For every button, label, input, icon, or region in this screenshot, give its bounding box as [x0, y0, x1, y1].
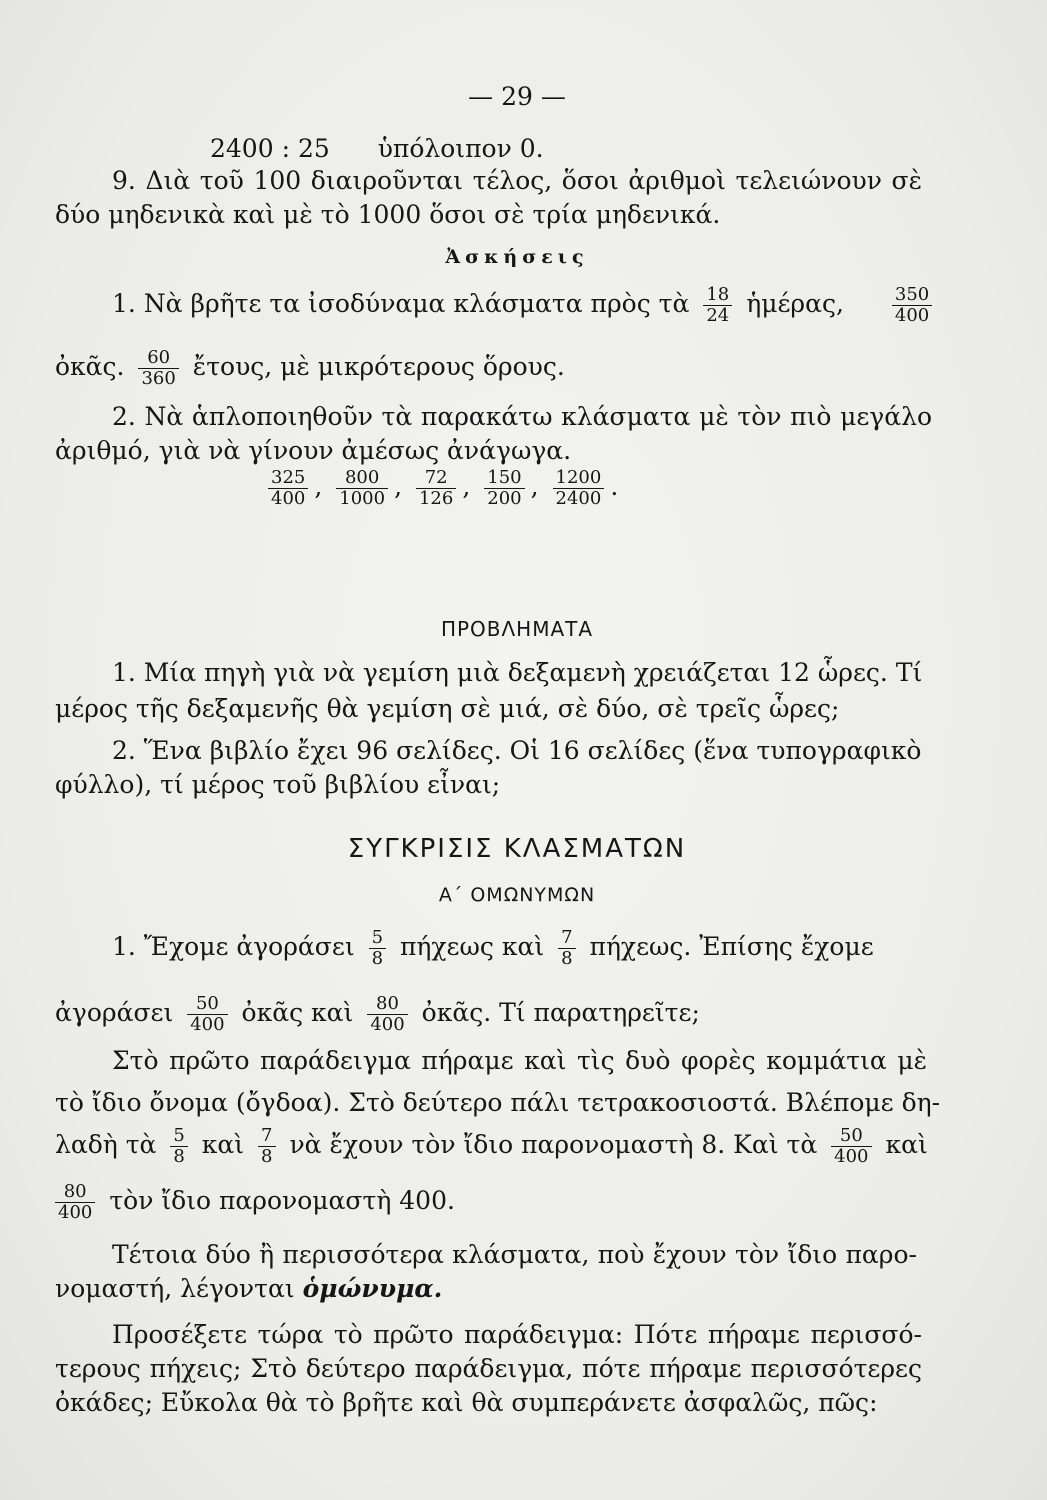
para1-line1: Στὸ πρῶτο παράδειγμα πήραμε καὶ τὶς δυὸ φορὲς κομμάτια μὲ: [112, 1046, 927, 1075]
exercise2-line1: 2. Νὰ ἁπλοποιηθοῦν τὰ παρακάτω κλάσματα μὲ τὸν πιὸ μεγάλο: [112, 402, 932, 431]
problem1-line1: 1. Μία πηγὴ γιὰ νὰ γεμίση μιὰ δεξαμενὴ χρειάζεται 12 ὧρες. Τί: [112, 658, 923, 687]
problem2-line2: φύλλο), τί μέρος τοῦ βιβλίου εἶναι;: [55, 770, 501, 799]
numerator: 80: [63, 1181, 87, 1202]
fraction-separator: ,: [314, 472, 323, 501]
fraction-separator: .: [610, 472, 619, 501]
fraction-5-8: [369, 928, 386, 969]
remainder-value: 0.: [519, 134, 544, 163]
numerator: 7: [561, 927, 573, 948]
denominator: 400: [892, 305, 932, 326]
text: 1. Ἔχομε ἀγοράσει: [112, 932, 355, 961]
numerator: 5: [173, 1125, 185, 1146]
fraction-18-24: [703, 285, 732, 326]
numerator: 72: [424, 467, 448, 488]
rule9-line1: 9. Διὰ τοῦ 100 διαιροῦνται τέλος, ὅσοι ἀριθμοὶ τελειώνουν σὲ: [112, 166, 922, 195]
fraction-separator: ,: [530, 472, 539, 501]
text: νομαστή, λέγονται: [55, 1274, 295, 1303]
comparison-title: ΣΥΓΚΡΙΣΙΣ ΚΛΑΣΜΑΤΩΝ: [347, 834, 687, 864]
fraction-350-400: [892, 285, 932, 326]
denominator: 400: [831, 1146, 871, 1167]
denominator: 400: [187, 1014, 227, 1035]
denominator: 400: [55, 1202, 95, 1223]
para3-line3: ὀκάδες; Εὔκολα θὰ τὸ βρῆτε καὶ θὰ συμπεράνετε ἀσφαλῶς, πῶς:: [55, 1388, 878, 1417]
problem1-line2: μέρος τῆς δεξαμενῆς θὰ γεμίση σὲ μιά, σὲ δύο, σὲ τρεῖς ὧρες;: [55, 694, 840, 723]
text: πήχεως. Ἐπίσης ἔχομε: [589, 932, 874, 961]
exercises-title: Ἀσκήσεις: [445, 246, 589, 268]
numerator: 50: [839, 1125, 863, 1146]
exercise1-line2-text: ἔτους, μὲ μικρότερους ὅρους.: [192, 352, 565, 381]
exercise1-text: 1. Νὰ βρῆτε τα ἰσοδύναμα κλάσματα πρὸς τὰ: [112, 289, 690, 318]
para2-line2: [55, 1272, 865, 1306]
text: τὸν ἴδιο παρονομαστὴ 400.: [109, 1186, 455, 1215]
exercise1-line2: [55, 348, 865, 389]
para1-line4: [55, 1182, 865, 1223]
para2-line1: Τέτοια δύο ἢ περισσότερα κλάσματα, ποὺ ἔχουν τὸν ἴδιο παρο-: [112, 1240, 917, 1269]
para3-line2: τερους πήχεις; Στὸ δεύτερο παράδειγμα, πότε πήραμε περισσότερες: [55, 1354, 922, 1383]
fraction-150-200: [484, 468, 524, 509]
denominator: 400: [268, 488, 308, 509]
denominator: 360: [138, 368, 178, 389]
page-number: — 29 —: [468, 82, 566, 111]
fraction-5-8: [170, 1126, 187, 1167]
exercise2-line2: ἀριθμό, γιὰ νὰ γίνουν ἀμέσως ἀνάγωγα.: [55, 436, 572, 465]
exercise1-okas: ὀκᾶς.: [55, 352, 125, 381]
rule9-line2: δύο μηδενικὰ καὶ μὲ τὸ 1000 ὅσοι σὲ τρία μηδενικά.: [55, 200, 721, 229]
numerator: 7: [261, 1125, 273, 1146]
numerator: 150: [487, 467, 522, 488]
fraction-1200-2400: [553, 468, 605, 509]
comparison-subtitle: Α΄ ΟΜΩΝΥΜΩΝ: [438, 884, 596, 906]
exercise2-fractions: [262, 468, 722, 509]
denominator: 24: [703, 305, 732, 326]
denominator: 200: [484, 488, 524, 509]
denominator: 8: [369, 948, 386, 969]
text: πήχεως καὶ: [400, 932, 545, 961]
text: ἀγοράσει: [55, 998, 174, 1027]
numerator: 18: [706, 284, 730, 305]
remainder-label: ὑπόλοιπον: [377, 134, 512, 163]
fraction-7-8: [558, 928, 575, 969]
denominator: 8: [170, 1146, 187, 1167]
text: καὶ: [885, 1130, 928, 1159]
comparison-line2: [55, 994, 755, 1035]
para3-line1: Προσέξετε τώρα τὸ πρῶτο παράδειγμα: Πότε πήραμε περισσό-: [112, 1320, 922, 1349]
problem2-line1: 2. Ἕνα βιβλίο ἔχει 96 σελίδες. Οἱ 16 σελίδες (ἕνα τυπογραφικὸ: [112, 736, 922, 765]
text: νὰ ἔχουν τὸν ἴδιο παρονομαστὴ 8. Καὶ τὰ: [289, 1130, 818, 1159]
term-homonyma: ὁμώνυμα.: [302, 1274, 443, 1303]
fraction-50-400: [187, 994, 227, 1035]
fraction-separator: ,: [394, 472, 403, 501]
denominator: 8: [258, 1146, 275, 1167]
numerator: 325: [271, 467, 306, 488]
fraction-80-400: [55, 1182, 95, 1223]
denominator: 126: [416, 488, 456, 509]
numerator: 60: [147, 347, 171, 368]
division-expression: 2400 : 25: [210, 134, 330, 163]
text: ὀκᾶς. Τί παρατηρεῖτε;: [421, 998, 700, 1027]
fraction-separator: ,: [462, 472, 471, 501]
numerator: 50: [195, 993, 219, 1014]
text: καὶ: [201, 1130, 245, 1159]
text: ὀκᾶς καὶ: [241, 998, 354, 1027]
fraction-50-400: [831, 1126, 871, 1167]
denominator: 2400: [553, 488, 605, 509]
denominator: 8: [558, 948, 575, 969]
para1-line3: [55, 1125, 928, 1167]
fraction-800-1000: [336, 468, 388, 509]
division-line: [210, 132, 710, 166]
numerator: 5: [371, 927, 384, 948]
problems-title: ΠΡΟΒΛΗΜΑΤΑ: [440, 617, 594, 641]
numerator: 80: [376, 993, 399, 1014]
fraction-7-8: [258, 1126, 275, 1167]
numerator: 1200: [555, 467, 602, 488]
numerator: 800: [344, 467, 380, 488]
para1-line2: τὸ ἴδιο ὄνομα (ὄγδοα). Στὸ δεύτερο πάλι τετρακοσιοστά. Βλέπομε δη-: [55, 1088, 941, 1117]
numerator: 350: [894, 284, 930, 305]
denominator: 1000: [336, 488, 388, 509]
comparison-line1: [112, 928, 932, 969]
denominator: 400: [367, 1014, 407, 1035]
fraction-80-400: [367, 994, 407, 1035]
exercise1-line1: [112, 285, 932, 326]
fraction-72-126: [416, 468, 456, 509]
fraction-325-400: [268, 468, 308, 509]
exercise1-word-days: ἡμέρας,: [746, 289, 844, 318]
fraction-60-360: [138, 348, 178, 389]
text: λαδὴ τὰ: [55, 1130, 157, 1159]
